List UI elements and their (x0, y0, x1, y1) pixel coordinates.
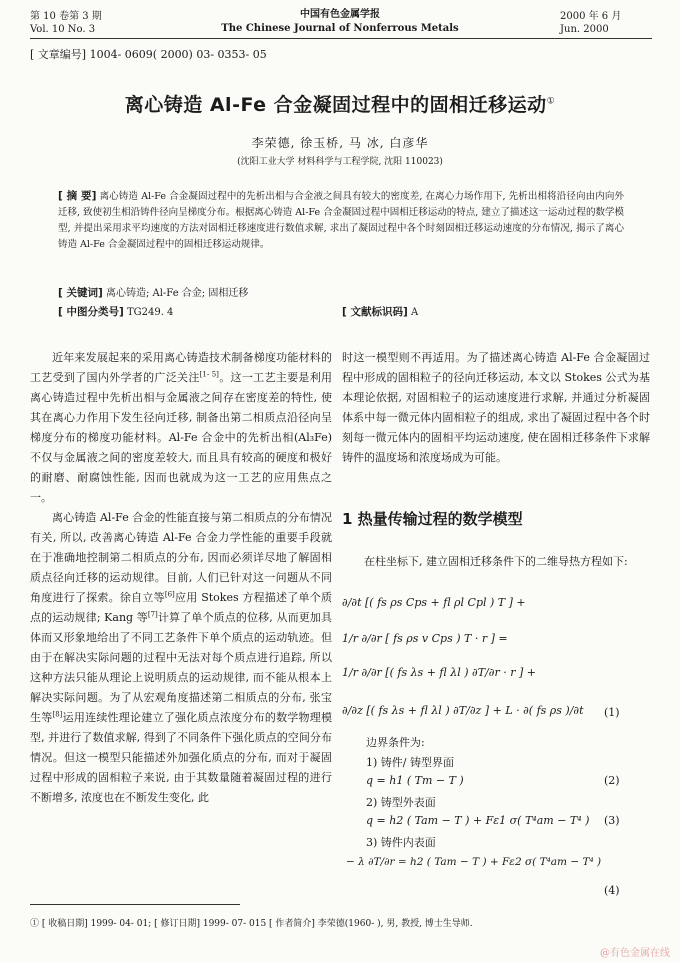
watermark: @有色金属在线 (600, 948, 670, 959)
date-en: Jun. 2000 (560, 24, 609, 35)
text: 应用 Stokes 方程描述了单个质点的运动规律; Kang 等 (30, 591, 332, 624)
footnote-rule (30, 904, 240, 905)
equation-number: (3) (604, 814, 620, 827)
text: 。这一工艺主要是利用离心铸造过程中先析出相与金属液之间存在密度差的特性, 使其在离心力作用下发生径向迁移, 制备出第二相质点沿径向呈梯度分布的梯度功能材料。Al-Fe 合金中的先析出相(Al₃Fe) 不仅与金属液之间的密度差较大, 而且具有较高的硬度和极好的耐磨、耐腐蚀性能, 因而也就成为这一工艺的应用焦点之一。 (30, 371, 333, 504)
doc-code-text: A (410, 307, 419, 318)
paragraph (30, 348, 332, 508)
equation-number: (4) (604, 884, 620, 897)
boundary-2: 2) 铸型外表面 (366, 796, 436, 809)
paragraph: 时这一模型则不再适用。为了描述离心铸造 Al-Fe 合金凝固过程中形成的固相粒子的径向迁移运动, 本文以 Stokes 公式为基本理论依据, 对固相粒子的运动速度进行求解, 并通过分析凝固体系中每一微元体内固相粒子的组成, 求出了凝固过程中各个时刻每一微元体内的固相平均运动速度, 使在固相迁移条件下求解铸件的温度场和浓度场成为可能。 (342, 351, 650, 464)
text: 近年来发展起来的采用离心铸造技术制备梯度功能材料的工艺受到了国内外学者的广泛关注 (30, 351, 332, 384)
equation-line-3: 1/r ∂/∂r [( fs λs + fl λl ) ∂T/∂r · r ] + (342, 666, 536, 679)
classification-text: TG249. 4 (126, 307, 174, 318)
abstract (58, 188, 624, 253)
date-cn: 2000 年 6 月 (560, 11, 622, 22)
citation: [6] (164, 590, 175, 599)
equation-number: (2) (604, 774, 620, 787)
paragraph: 在柱坐标下, 建立固相迁移条件下的二维导热方程如下: (364, 555, 628, 568)
authors: 李荣德, 徐玉桥, 马 冰, 白彦华 (251, 136, 429, 150)
citation: [7] (147, 610, 158, 619)
boundary-1: 1) 铸件/ 铸型界面 (366, 756, 454, 769)
header-rule (30, 38, 652, 39)
title-footnote-mark: ① (546, 96, 556, 107)
abstract-text: 离心铸造 Al-Fe 合金凝固过程中的先析出相与合金液之间具有较大的密度差, 在离心力场作用下, 先析出相将沿径向由内向外迁移, 致使初生相沿铸件径向呈梯度分布。根据离心铸造 Al-Fe 合金凝固过程中固相迁移运动的特点, 建立了描述这一运动过程的数学模型, 并提出采用求平均速度的方法对固相迁移速度进行数值求解, 求出了凝固过程中各个时刻固相迁移运动速度的分布情况, 揭示了离心铸造 Al-Fe 合金凝固过程中的固相迁移运动规律。 (58, 191, 624, 250)
article-number: [ 文章编号] 1004- 0609( 2000) 03- 0353- 05 (30, 48, 267, 61)
classification (58, 304, 173, 319)
equation-intro (342, 552, 650, 572)
equation-line-4: ∂/∂z [( fs λs + fl λl ) ∂T/∂z ] + L · ∂( fs ρs )/∂t (342, 704, 584, 717)
classification-tag: [ 中图分类号] (58, 306, 124, 318)
document-code (342, 304, 418, 319)
boundary-label: 边界条件为: (366, 736, 425, 749)
volume-cn: 第 10 卷第 3 期 (30, 11, 102, 22)
keywords (58, 284, 248, 300)
right-column-intro (342, 348, 650, 468)
boundary-3: 3) 铸件内表面 (366, 836, 436, 849)
equation-2: q = h1 ( Tm − T ) (366, 774, 464, 787)
equation-line-2: 1/r ∂/∂r [ fs ρs v Cps ) T · r ] = (342, 632, 508, 645)
equation-4: − λ ∂T/∂r = h2 ( Tam − T ) + Fε2 σ( T⁴am − T⁴ ) (346, 856, 602, 868)
affiliation: (沈阳工业大学 材料科学与工程学院, 沈阳 110023) (237, 157, 443, 167)
volume-en: Vol. 10 No. 3 (30, 24, 96, 35)
equation-3: q = h2 ( Tam − T ) + Fε1 σ( T⁴am − T⁴ ) (366, 814, 590, 827)
journal-title-cn: 中国有色金属学报 (300, 9, 380, 20)
paragraph (30, 508, 332, 808)
doc-code-tag: [ 文献标识码] (342, 306, 408, 318)
text: 计算了单个质点的位移, 从而更加具体而又形象地给出了不同工艺条件下单个质点的运动轨迹。但由于在解决实际问题的过程中无法对每个质点进行追踪, 所以这种方法只能从理论上说明质点的运动规律, 而不能从根本上解决实际问题。为了从宏观角度描述第二相质点的分布, 张宝生等 (30, 611, 332, 724)
equation-line-1: ∂/∂t [( fs ρs Cps + fl ρl Cpl ) T ] + (342, 596, 526, 609)
keywords-text: 离心铸造; Al-Fe 合金; 固相迁移 (105, 288, 249, 299)
journal-title-en: The Chinese Journal of Nonferrous Metals (221, 23, 459, 34)
citation: [8] (52, 710, 63, 719)
footnote: ① [ 收稿日期] 1999- 04- 01; [ 修订日期] 1999- 07- 015 [ 作者简介] 李荣德(1960- ), 男, 教授, 博士生导师. (30, 919, 473, 929)
equation-number: (1) (604, 706, 620, 719)
page-title (0, 90, 680, 117)
title-text: 离心铸造 Al-Fe 合金凝固过程中的固相迁移运动 (124, 94, 547, 116)
text: 运用连续性理论建立了强化质点浓度分布的数学物理模型, 并进行了数值求解, 得到了不同条件下强化质点的空间分布情况。但这一模型只能描述外加强化质点的分布, 而对于凝固过程中形成的固相粒子来说, 由于其数量随着凝固过程的进行不断增多, 浓度也在不断发生变化, 此 (30, 711, 332, 804)
abstract-tag: [ 摘 要] (58, 190, 97, 202)
section-heading: 1 热量传输过程的数学模型 (342, 510, 523, 528)
keywords-tag: [ 关键词] (58, 287, 103, 299)
text: 离心铸造 Al-Fe 合金的性能直接与第二相质点的分布情况有关, 所以, 改善离心铸造 Al-Fe 合金力学性能的重要手段就在于准确地控制第二相质点的分布, 因而必须详尽地了解固相质点径向迁移的运动规律。目前, 人们已针对这一问题从不同角度进行了探索。徐自立等 (30, 511, 332, 604)
left-column (30, 348, 332, 808)
citation: [1- 5] (199, 370, 219, 379)
